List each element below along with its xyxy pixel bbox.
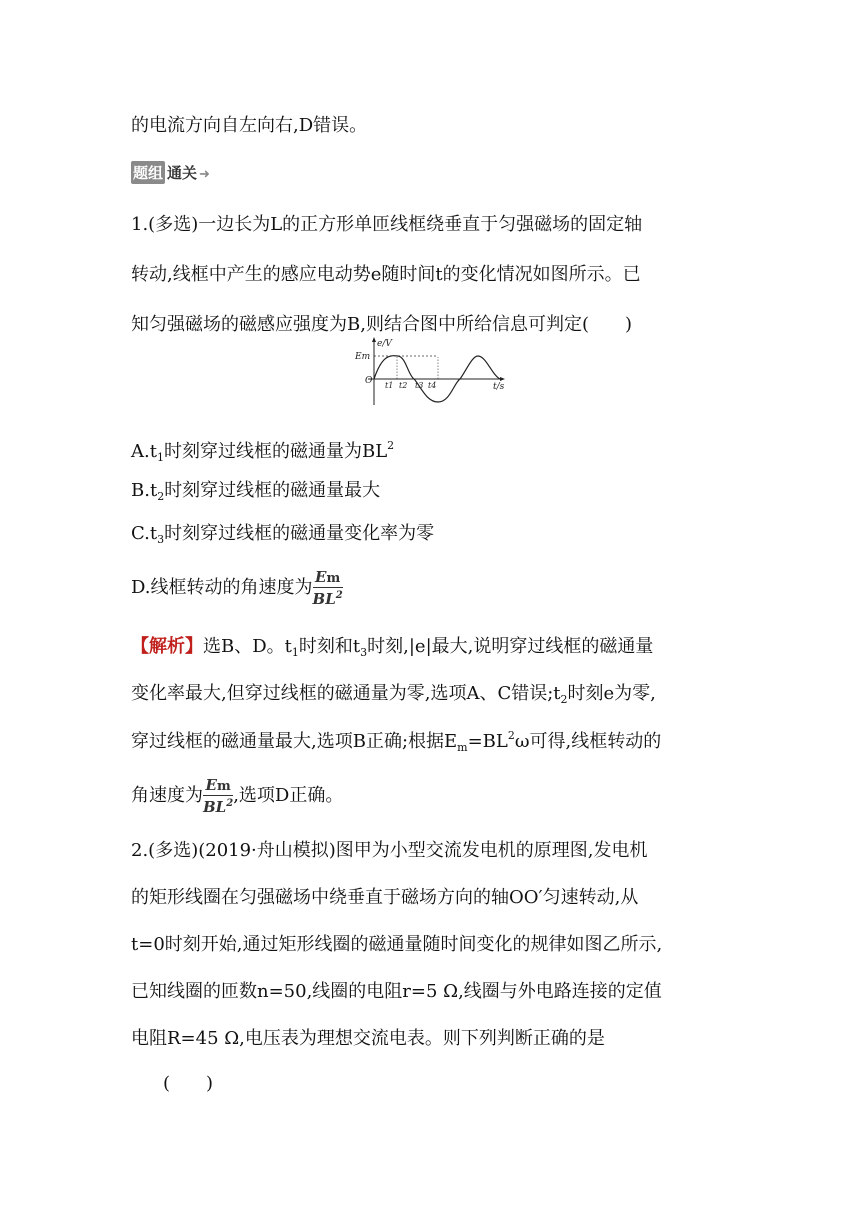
analysis-line-1: 【解析】选B、D。$t_1$时刻和$t_3$时刻,|e|最大,说明穿过线框的磁通量: [131, 636, 654, 659]
tick-t2: t2: [399, 381, 408, 390]
q2-line-1: 2.(多选)(2019·舟山模拟)图甲为小型交流发电机的原理图,发电机: [131, 840, 648, 861]
x-axis-label: t/s: [493, 382, 505, 392]
option-a: $A.t_1$时刻穿过线框的磁通量为$BL^2$: [131, 439, 395, 464]
analysis-line-2: 变化率最大,但穿过线框的磁通量为零,选项A、C错误$;t_2$时刻e为零,: [131, 683, 656, 706]
q2-line-3: t=0时刻开始,通过矩形线圈的磁通量随时间变化的规律如图乙所示,: [131, 934, 663, 955]
origin-label: O: [365, 376, 373, 386]
y-axis-label: e/V: [377, 339, 392, 349]
x-axis-arrow: [500, 377, 505, 381]
q1-line-2: 转动,线框中产生的感应电动势e随时间t的变化情况如图所示。已: [131, 264, 641, 285]
q2-line-2: 的矩形线圈在匀强磁场中绕垂直于磁场方向的轴OO′匀速转动,从: [131, 887, 639, 908]
em-label: Em: [355, 352, 371, 362]
tick-t3: t3: [415, 381, 424, 390]
fraction-em-over-bl2-2: $\frac{Em}{BL^2}$: [203, 776, 234, 816]
banner-text: 通关: [167, 164, 198, 182]
analysis-label: 【解析】: [131, 636, 203, 657]
section-banner: [131, 161, 210, 183]
q2-line-5: 电阻R=45 Ω,电压表为理想交流电表。则下列判断正确的是: [131, 1028, 605, 1049]
fraction-em-over-bl2: $\frac{Em}{BL^2}$: [312, 568, 343, 608]
emf-time-graph: [352, 335, 512, 407]
tick-t1: t1: [385, 381, 394, 390]
previous-answer-line: 的电流方向自左向右,D错误。: [131, 115, 368, 136]
option-d: D.线框转动的角速度为 $\frac{Em}{BL^2}$: [131, 568, 343, 608]
q1-line-1: 1.(多选)一边长为L的正方形单匝线框绕垂直于匀强磁场的固定轴: [131, 214, 643, 235]
banner-box: 题组: [131, 161, 165, 184]
q2-line-6: ( ): [163, 1073, 214, 1094]
chevron-right-icon: ➜: [199, 167, 210, 182]
q2-line-4: 已知线圈的匝数n=50,线圈的电阻r=5 Ω,线圈与外电路连接的定值: [131, 981, 662, 1002]
option-b: $B.t_2$时刻穿过线框的磁通量最大: [131, 480, 381, 503]
option-c: $C.t_3$时刻穿过线框的磁通量变化率为零: [131, 523, 435, 546]
q1-line-3: 知匀强磁场的磁感应强度为B,则结合图中所给信息可判定( ): [131, 314, 632, 335]
tick-t4: t4: [428, 381, 437, 390]
analysis-line-4: 角速度为 $\frac{Em}{BL^2}$ ,选项D正确。: [131, 776, 344, 816]
y-axis-arrow: [372, 337, 376, 342]
analysis-line-3: 穿过线框的磁通量最大,选项B正确;根据$E_m=BL^2\omega$可得,线框转动的: [131, 729, 662, 754]
